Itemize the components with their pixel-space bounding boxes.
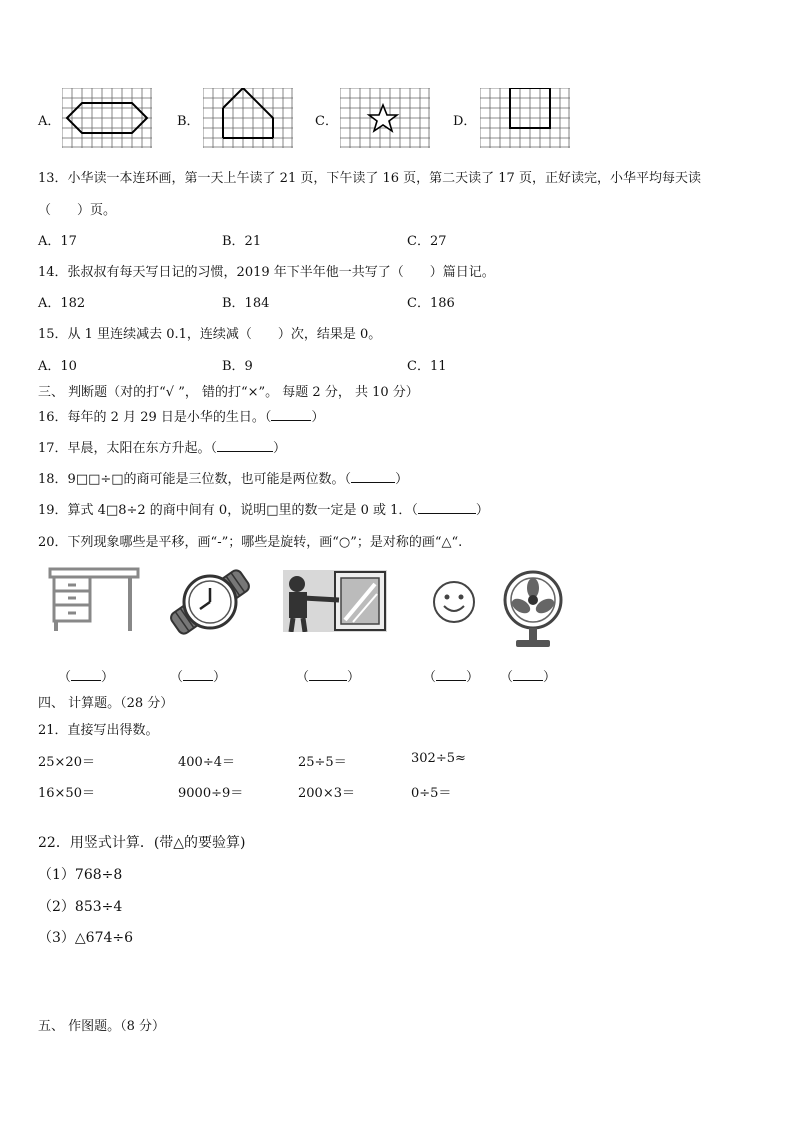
q15-option-b: B．9 <box>222 359 253 374</box>
calc-item: 0÷5＝ <box>411 786 452 801</box>
question-17-text: 17．早晨，太阳在东方升起。（ <box>38 441 218 456</box>
calc-item: 200×3＝ <box>298 786 355 801</box>
vertical-calc-item: （1）768÷8 <box>38 867 123 883</box>
question-13-text: 13．小华读一本连环画，第一天上午读了 21 页，下午读了 16 页，第二天读了 17 页，正好读完，小华平均每天读 <box>38 171 701 186</box>
picture-answer-blank[interactable]: （ ） <box>296 670 361 685</box>
answer-blank[interactable] <box>217 439 273 452</box>
window-icon <box>283 570 387 632</box>
picture-answer-blank[interactable]: （ ） <box>423 670 480 685</box>
calc-item: 302÷5≈ <box>411 751 466 766</box>
answer-blank[interactable] <box>418 501 476 514</box>
question-22-title: 22．用竖式计算．(带△的要验算) <box>38 835 246 851</box>
calc-item: 400÷4＝ <box>178 755 235 770</box>
question-21-title: 21．直接写出得数。 <box>38 723 159 738</box>
question-18: 18．9□□÷□的商可能是三位数，也可能是两位数。（ ） <box>38 472 409 487</box>
option-b-label: B． <box>177 114 200 129</box>
question-18-text: 18．9□□÷□的商可能是三位数，也可能是两位数。（ <box>38 472 352 487</box>
picture-answer-blank[interactable]: （ ） <box>170 670 227 685</box>
question-13-text-continued: （ ）页。 <box>38 203 117 218</box>
question-19: 19．算式 4□8÷2 的商中间有 0，说明□里的数一定是 0 或 1．（ ） <box>38 503 489 518</box>
calc-item: 16×50＝ <box>38 786 95 801</box>
question-14-text: 14．张叔叔有每天写日记的习惯，2019 年下半年他一共写了（ ）篇日记。 <box>38 265 495 280</box>
calc-item: 25×20＝ <box>38 755 95 770</box>
picture-answer-blank[interactable]: （ ） <box>500 670 557 685</box>
vertical-calc-item: （3）△674÷6 <box>38 930 134 946</box>
star-shape <box>369 105 397 131</box>
q13-option-a: A．17 <box>38 234 77 249</box>
section-5-title: 五、 作图题。（8 分） <box>38 1019 166 1034</box>
fan-icon <box>498 570 568 650</box>
q14-option-b: B．184 <box>222 296 270 311</box>
answer-blank[interactable] <box>351 470 395 483</box>
vertical-calc-item: （2）853÷4 <box>38 899 123 915</box>
question-15-text: 15．从 1 里连续减去 0.1，连续减（ ）次，结果是 0。 <box>38 327 382 342</box>
q13-option-b: B．21 <box>222 234 262 249</box>
grid-figure-c <box>340 88 430 148</box>
house-shape <box>223 88 273 138</box>
question-16-text: 16．每年的 2 月 29 日是小华的生日。（ <box>38 410 272 425</box>
watch-icon <box>160 562 260 642</box>
grid-figure-b <box>203 88 293 148</box>
desk-icon <box>48 565 140 635</box>
picture-answer-blank[interactable]: （ ） <box>58 670 115 685</box>
q14-option-a: A．182 <box>38 296 86 311</box>
q14-option-c: C．186 <box>407 296 455 311</box>
grid-figure-a <box>62 88 152 148</box>
question-16: 16．每年的 2 月 29 日是小华的生日。（ ） <box>38 410 325 425</box>
question-20-text: 20．下列现象哪些是平移，画“-”；哪些是旋转，画“○”；是对称的画“△“. <box>38 535 463 550</box>
q15-option-c: C．11 <box>407 359 447 374</box>
section-4-title: 四、 计算题。（28 分） <box>38 696 174 711</box>
option-d-label: D． <box>453 114 477 129</box>
section-3-title: 三、 判断题（对的打“√ ”， 错的打“×”。 每题 2 分， 共 10 分） <box>38 385 419 400</box>
calc-item: 9000÷9＝ <box>178 786 244 801</box>
calc-item: 25÷5＝ <box>298 755 347 770</box>
grid-figure-d <box>480 88 570 148</box>
q13-option-c: C．27 <box>407 234 447 249</box>
option-c-label: C． <box>315 114 338 129</box>
smiley-icon <box>430 578 478 626</box>
q15-option-a: A．10 <box>38 359 77 374</box>
question-17: 17．早晨，太阳在东方升起。（ ） <box>38 441 287 456</box>
option-a-label: A． <box>38 114 61 129</box>
answer-blank[interactable] <box>271 408 311 421</box>
question-19-text: 19．算式 4□8÷2 的商中间有 0，说明□里的数一定是 0 或 1．（ <box>38 503 418 518</box>
